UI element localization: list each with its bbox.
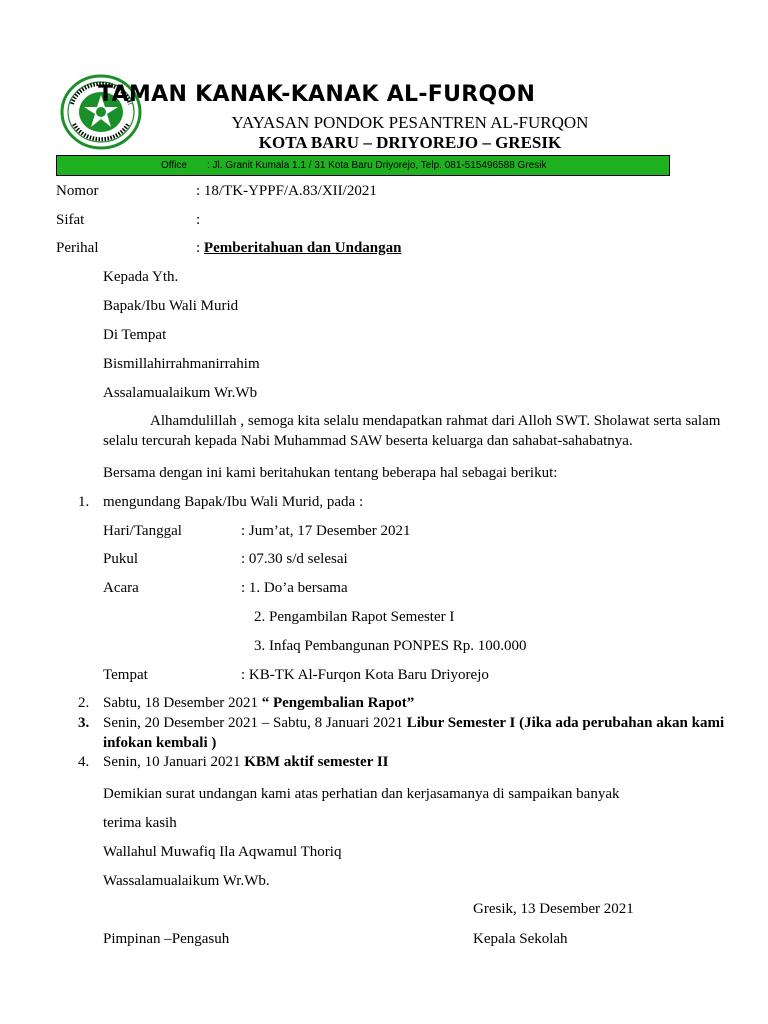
- address-line-1: Kepada Yth.: [103, 269, 179, 285]
- item4-bold: KBM aktif semester II: [244, 754, 389, 770]
- office-label: Office: [161, 160, 187, 171]
- item1-text: mengundang Bapak/Ibu Wali Murid, pada :: [103, 494, 364, 510]
- item3-text: Senin, 20 Desember 2021 – Sabtu, 8 Januari 2021: [103, 715, 407, 731]
- acara-item-3: 3. Infaq Pembangunan PONPES Rp. 100.000: [254, 638, 527, 654]
- tempat-label: Tempat: [103, 667, 148, 683]
- office-bar: [56, 155, 670, 176]
- perihal-value: Pemberitahuan dan Undangan: [203, 240, 402, 256]
- nomor-value: : 18/TK-YPPF/A.83/XII/2021: [196, 183, 377, 199]
- item4-text: Senin, 10 Januari 2021: [103, 754, 245, 770]
- tempat-value: : KB-TK Al-Furqon Kota Baru Driyorejo: [241, 667, 489, 683]
- perihal-label: Perihal: [56, 240, 99, 256]
- closing-line-1: Demikian surat undangan kami atas perhatian dan kerjasamanya di sampaikan banyak: [103, 786, 620, 802]
- sifat-value: :: [196, 212, 201, 228]
- nomor-label: Nomor: [56, 183, 99, 199]
- closing-line-3: Wallahul Muwafiq Ila Aqwamul Thoriq: [103, 844, 342, 860]
- office-address: : Jl. Granit Kumala 1.1 / 31 Kota Baru Driyorejo, Telp. 081-515496588 Gresik: [207, 160, 547, 171]
- greeting: Assalamualaikum Wr.Wb: [103, 385, 258, 401]
- item2-number: 2.: [78, 695, 90, 711]
- acara-label: Acara: [103, 580, 139, 596]
- item3-line: [103, 715, 724, 732]
- item2-bold: “ Pengembalian Rapot”: [261, 695, 415, 711]
- item2-line: [103, 695, 414, 712]
- place-date: Gresik, 13 Desember 2021: [473, 901, 634, 917]
- pukul-label: Pukul: [103, 551, 139, 567]
- signatory-right: Kepala Sekolah: [473, 931, 568, 947]
- item3-bold-2: infokan kembali ): [103, 735, 217, 751]
- item4-number: 4.: [78, 754, 90, 770]
- hari-value: : Jum’at, 17 Desember 2021: [241, 523, 411, 539]
- hari-label: Hari/Tanggal: [103, 523, 182, 539]
- item2-text: Sabtu, 18 Desember 2021: [103, 695, 262, 711]
- closing-line-4: Wassalamualaikum Wr.Wb.: [103, 873, 270, 889]
- para1-line1: Alhamdulillah , semoga kita selalu mendapatkan rahmat dari Alloh SWT. Sholawat serta salam: [150, 413, 721, 429]
- address-line-3: Di Tempat: [103, 327, 167, 343]
- perihal-colon: :: [196, 240, 204, 256]
- para2: Bersama dengan ini kami beritahukan tentang beberapa hal sebagai berikut:: [103, 465, 558, 481]
- acara-item-1: : 1. Do’a bersama: [241, 580, 348, 596]
- foundation-name: YAYASAN PONDOK PESANTREN AL-FURQON: [231, 113, 589, 132]
- acara-item-2: 2. Pengambilan Rapot Semester I: [254, 609, 455, 625]
- address-line-2: Bapak/Ibu Wali Murid: [103, 298, 239, 314]
- item3-number: 3.: [78, 715, 90, 731]
- basmalah: Bismillahirrahmanirrahim: [103, 356, 260, 372]
- item4-line: [103, 754, 389, 771]
- location-line: KOTA BARU – DRIYOREJO – GRESIK: [258, 133, 562, 152]
- item1-number: 1.: [78, 494, 90, 510]
- perihal-line: [196, 240, 401, 257]
- item3-bold-1: Libur Semester I (Jika ada perubahan akan kami: [406, 715, 725, 731]
- closing-line-2: terima kasih: [103, 815, 177, 831]
- sifat-label: Sifat: [56, 212, 85, 228]
- school-name: TAMAN KANAK-KANAK AL-FURQON: [98, 82, 536, 107]
- para1-line2: selalu tercurah kepada Nabi Muhammad SAW beserta keluarga dan sahabat-sahabatnya.: [103, 433, 633, 449]
- signatory-left: Pimpinan –Pengasuh: [103, 931, 230, 947]
- pukul-value: : 07.30 s/d selesai: [241, 551, 348, 567]
